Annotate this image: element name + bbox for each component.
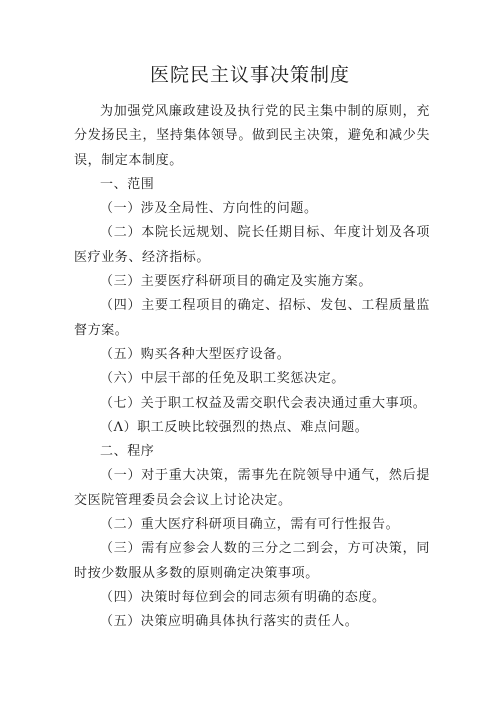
procedure-item: （五）决策应明确具体执行落实的责任人。 xyxy=(100,614,359,630)
document-body xyxy=(74,100,430,635)
procedure-item: （二）重大医疗科研项目确立，需有可行性报告。 xyxy=(100,517,400,533)
section-heading-procedure: 二、程序 xyxy=(100,444,155,460)
scope-item: （Λ）职工反映比较强烈的热点、难点问题。 xyxy=(100,419,369,435)
scope-item: （六）中层干部的任免及职工奖惩决定。 xyxy=(100,371,345,387)
scope-item: （三）主要医疗科研项目的确定及实施方案。 xyxy=(100,274,373,290)
scope-item: （二）本院长远规划、院长任期目标、年度计划及各项医疗业务、经济指标。 xyxy=(74,225,430,265)
procedure-item: （三）需有应参会人数的三分之二到会，方可决策，同时按少数服从多数的原则确定决策事项。 xyxy=(74,541,430,581)
scope-item: （七）关于职工权益及需交职代会表决通过重大事项。 xyxy=(100,395,427,411)
section-heading-scope: 一、范围 xyxy=(100,176,155,192)
procedure-item: （一）对于重大决策，需事先在院领导中通气，然后提交医院管理委员会会议上讨论决定。 xyxy=(74,468,430,508)
procedure-item: （四）决策时每位到会的同志须有明确的态度。 xyxy=(100,589,386,605)
scope-item: （五）购买各种大型医疗设备。 xyxy=(100,346,291,362)
intro-paragraph: 为加强党风廉政建设及执行党的民主集中制的原则，充分发扬民主，坚持集体领导。做到民主决策，避免和减少失误，制定本制度。 xyxy=(74,104,430,168)
scope-item: （四）主要工程项目的确定、招标、发包、工程质量监督方案。 xyxy=(74,298,430,338)
scope-item: （一）涉及全局性、方向性的问题。 xyxy=(100,201,318,217)
document-title: 医院民主议事决策制度 xyxy=(149,64,350,86)
